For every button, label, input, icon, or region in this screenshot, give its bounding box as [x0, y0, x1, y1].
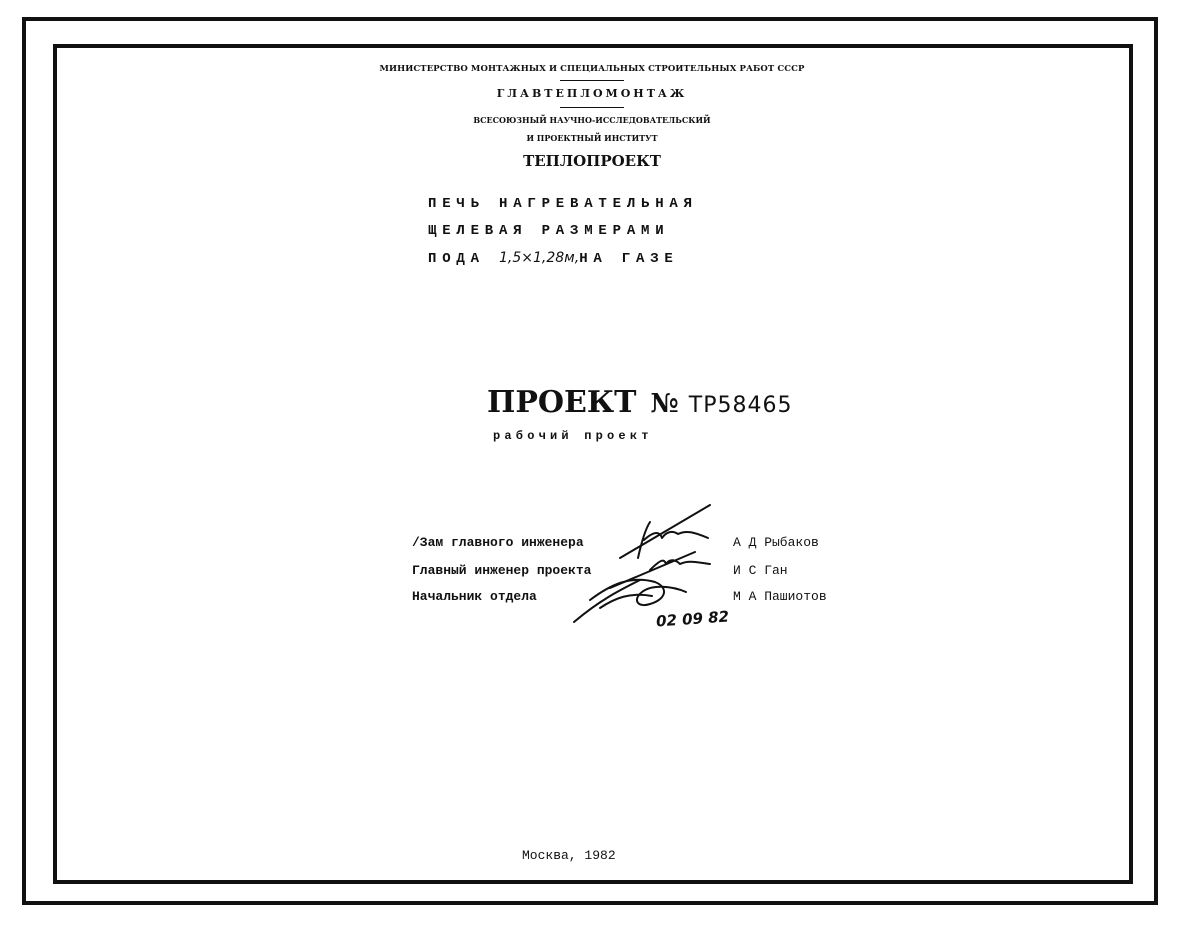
signatory-position: /Зам главного инженера — [412, 535, 584, 550]
institute-line-2: И ПРОЕКТНЫЙ ИНСТИТУТ — [526, 133, 658, 143]
signatory-name: А Д Рыбаков — [733, 535, 819, 550]
ministry-name: МИНИСТЕРСТВО МОНТАЖНЫХ И СПЕЦИАЛЬНЫХ СТРОИТЕЛЬНЫХ РАБОТ СССР — [379, 64, 805, 74]
project-label: ПРОЕКТ — [487, 385, 637, 420]
document-title — [428, 196, 698, 277]
title-line-2: ЩЕЛЕВАЯ РАЗМЕРАМИ — [428, 223, 670, 239]
divider — [560, 80, 624, 81]
inner-frame — [53, 44, 1133, 884]
title-dimensions-handwritten: 1,5×1,28м, — [499, 250, 580, 266]
project-number: ТР58465 — [688, 393, 793, 418]
glavk-name: ГЛАВТЕПЛОМОНТАЖ — [496, 87, 688, 100]
divider — [560, 107, 624, 108]
title-line-3-prefix: ПОДА — [428, 251, 500, 267]
institute-line-1: ВСЕСОЮЗНЫЙ НАУЧНО-ИССЛЕДОВАТЕЛЬСКИЙ — [473, 115, 711, 125]
number-sign: № — [650, 389, 679, 419]
city-year: Москва, 1982 — [522, 848, 616, 863]
signatory-position: Начальник отдела — [412, 589, 537, 604]
handwritten-signatures — [560, 500, 760, 630]
institute-name: ТЕПЛОПРОЕКТ — [523, 152, 661, 170]
title-line-1: ПЕЧЬ НАГРЕВАТЕЛЬНАЯ — [428, 196, 698, 212]
title-line-3 — [428, 250, 698, 277]
signatory-position: Главный инженер проекта — [412, 563, 592, 578]
signatory-name: М А Пашиотов — [733, 589, 827, 604]
signatory-name: И С Ган — [733, 563, 788, 578]
project-subtitle: рабочий проект — [493, 429, 653, 443]
project-heading — [487, 385, 792, 420]
title-line-3-suffix: НА ГАЗЕ — [579, 251, 679, 267]
signature-date-handwritten: 02 09 82 — [655, 607, 730, 631]
